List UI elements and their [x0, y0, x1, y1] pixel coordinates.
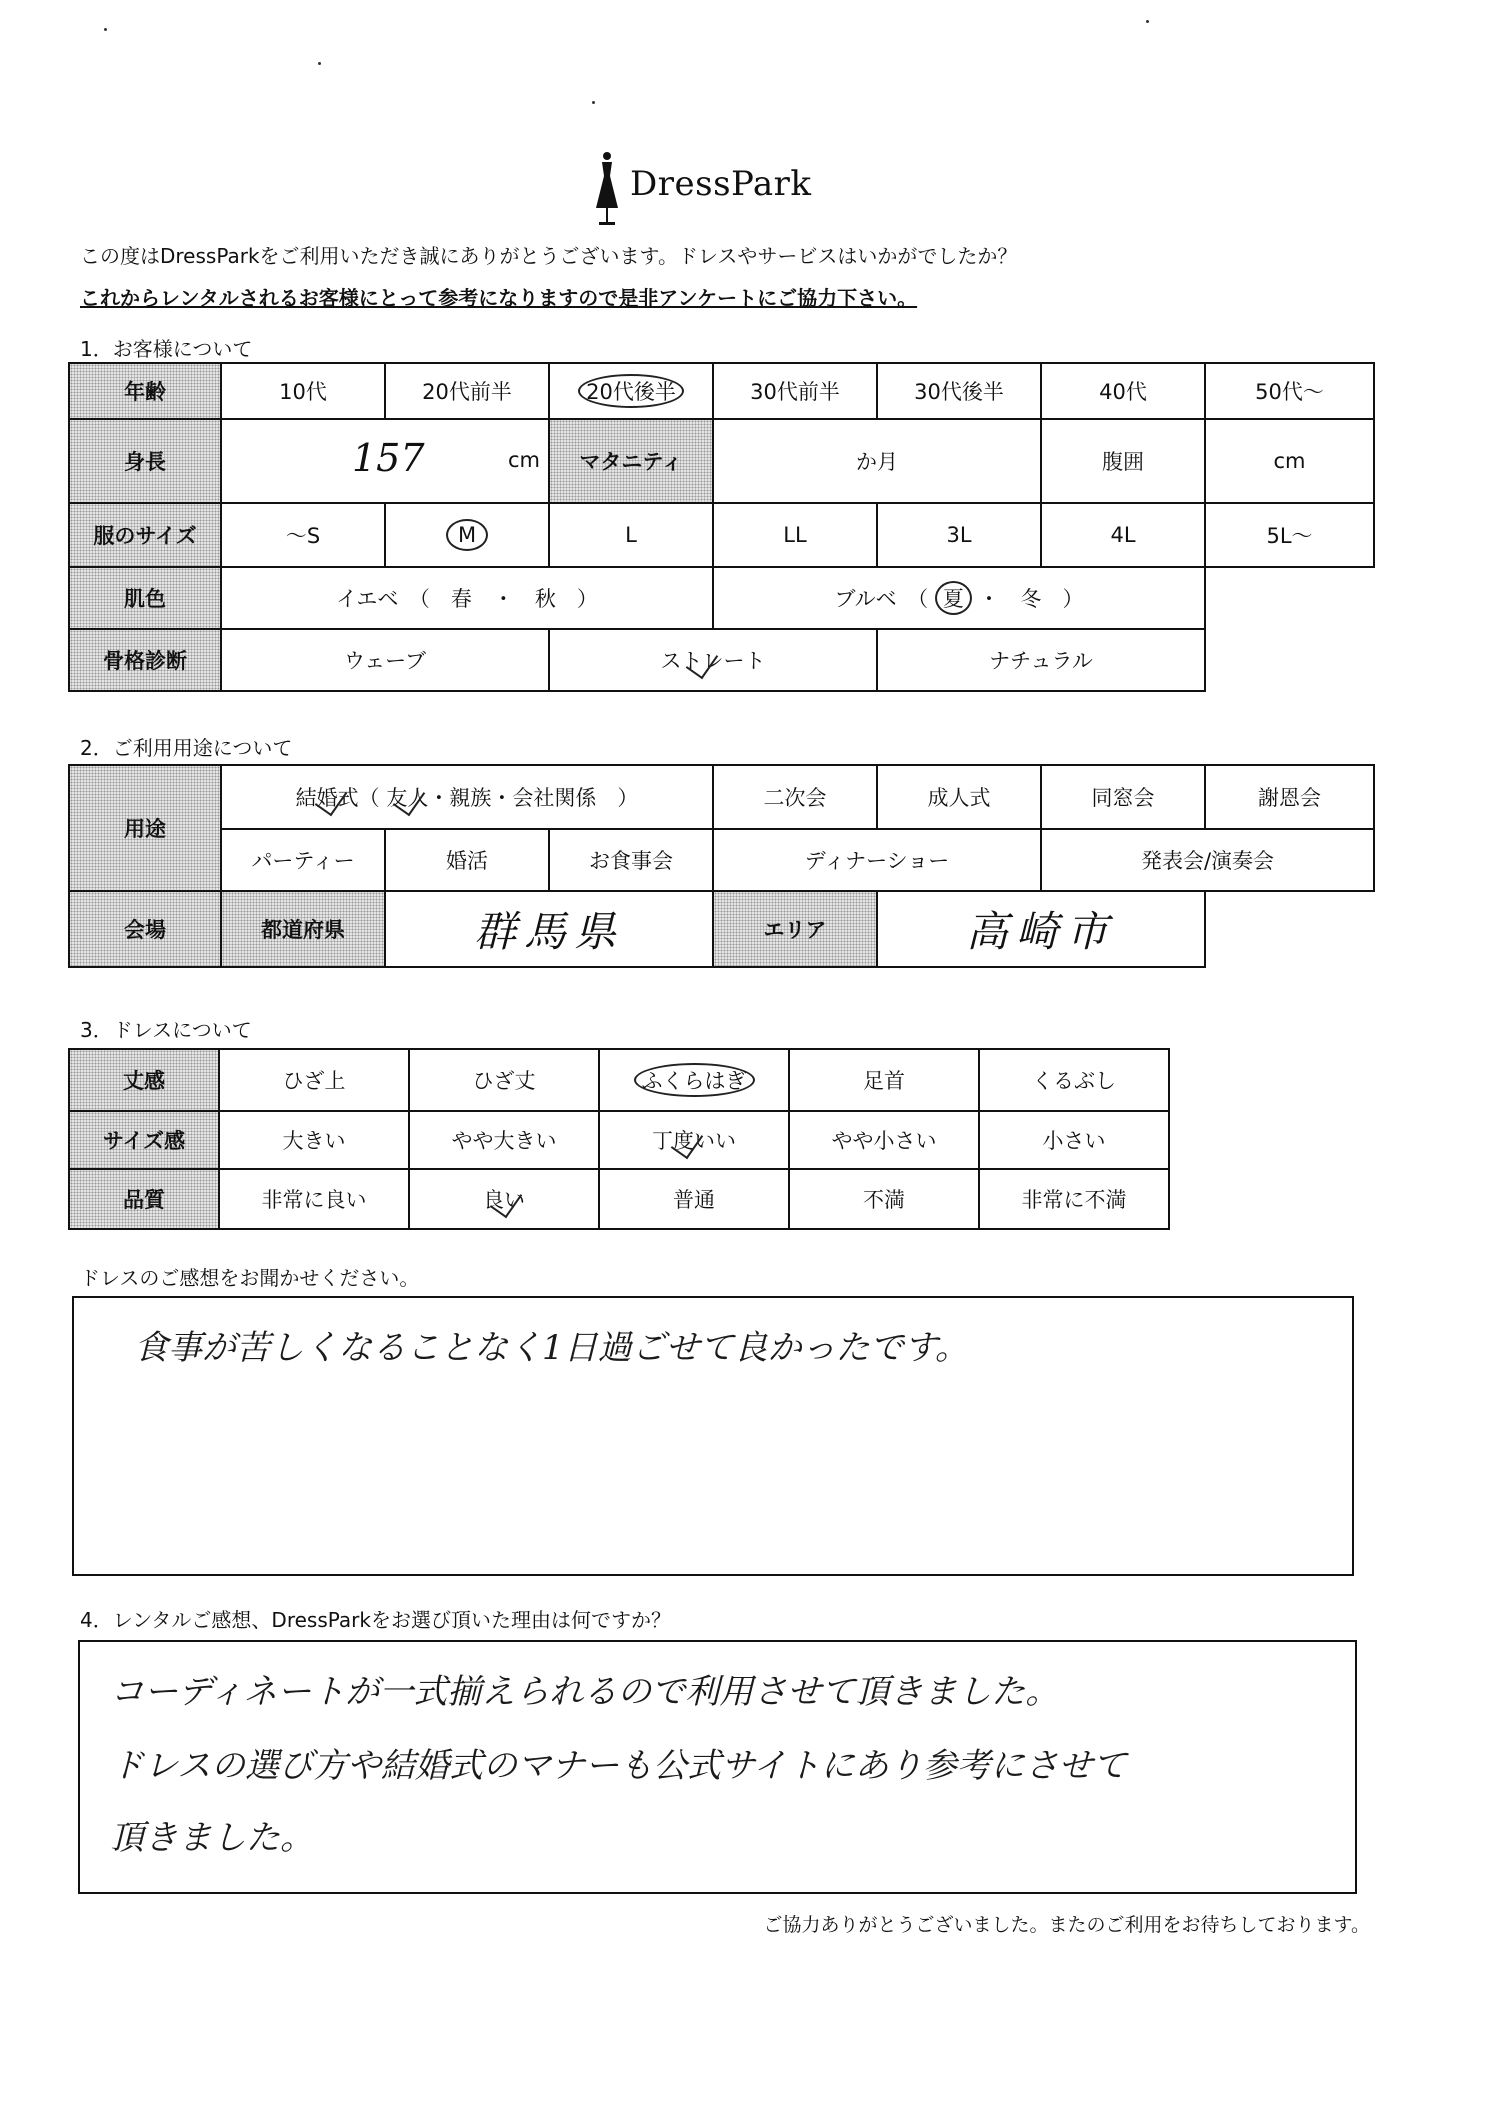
waist-label: 腹囲 — [1041, 419, 1205, 503]
intro-request: これからレンタルされるお客様にとって参考になりますので是非アンケートにご協力下さい。 — [80, 286, 918, 310]
purpose-option[interactable]: ディナーショー — [713, 829, 1041, 891]
height-label: 身長 — [69, 419, 221, 503]
check-mark: 友人 — [386, 782, 428, 812]
empty-cell — [1205, 891, 1374, 967]
venue-label: 会場 — [69, 891, 221, 967]
skin-blue-option[interactable]: ブルベ （ 夏 ・ 冬 ） — [713, 567, 1205, 629]
selection-circle: ふくらはぎ — [634, 1063, 755, 1097]
section4-title: 4．レンタルご感想、DressParkをお選び頂いた理由は何ですか？ — [80, 1608, 671, 1632]
quality-option[interactable]: 非常に良い — [219, 1169, 409, 1229]
dress-mannequin-icon — [590, 150, 624, 230]
reason-textarea[interactable] — [78, 1640, 1357, 1894]
purpose-label: 用途 — [69, 765, 221, 891]
height-field[interactable] — [221, 419, 549, 503]
age-option-selected[interactable] — [549, 363, 713, 419]
empty-cell — [1205, 629, 1374, 691]
age-option[interactable]: 30代前半 — [713, 363, 877, 419]
length-option[interactable]: ひざ丈 — [409, 1049, 599, 1111]
age-option[interactable]: 20代前半 — [385, 363, 549, 419]
quality-option-selected[interactable] — [409, 1169, 599, 1229]
maternity-label: マタニティ — [549, 419, 713, 503]
purpose-option[interactable]: 二次会 — [713, 765, 877, 829]
fit-option[interactable]: やや小さい — [789, 1111, 979, 1169]
skin-label: 肌色 — [69, 567, 221, 629]
fit-option-selected[interactable] — [599, 1111, 789, 1169]
purpose-option[interactable]: 成人式 — [877, 765, 1041, 829]
customer-table — [68, 362, 1375, 692]
scan-speck — [104, 28, 107, 31]
area-value: 高崎市 — [966, 907, 1117, 956]
dresspark-logo — [590, 150, 850, 230]
selection-circle: 夏 — [935, 581, 972, 615]
size-option[interactable]: L — [549, 503, 713, 567]
quality-option[interactable]: 非常に不満 — [979, 1169, 1169, 1229]
size-option[interactable]: 3L — [877, 503, 1041, 567]
fit-option[interactable]: 大きい — [219, 1111, 409, 1169]
size-option[interactable]: ～S — [221, 503, 385, 567]
maternity-months-field[interactable]: か月 — [713, 419, 1041, 503]
area-field[interactable] — [877, 891, 1205, 967]
height-unit: cm — [507, 448, 540, 472]
check-mark: 結婚式（ — [296, 782, 380, 812]
section1-title: 1．お客様について — [80, 337, 253, 361]
size-label: 服のサイズ — [69, 503, 221, 567]
scan-speck — [592, 101, 595, 104]
size-option-selected[interactable] — [385, 503, 549, 567]
prefecture-field[interactable] — [385, 891, 713, 967]
quality-option[interactable]: 不満 — [789, 1169, 979, 1229]
waist-field[interactable]: cm — [1205, 419, 1374, 503]
length-option-selected[interactable] — [599, 1049, 789, 1111]
section3-title: 3．ドレスについて — [80, 1018, 252, 1042]
age-option[interactable]: 50代～ — [1205, 363, 1374, 419]
length-option[interactable]: ひざ上 — [219, 1049, 409, 1111]
length-option[interactable]: 足首 — [789, 1049, 979, 1111]
fit-option[interactable]: やや大きい — [409, 1111, 599, 1169]
purpose-option[interactable]: 婚活 — [385, 829, 549, 891]
check-mark: ストレート — [661, 645, 766, 675]
scan-speck — [1146, 20, 1149, 23]
logo-wordmark: DressPark — [630, 164, 812, 204]
age-option[interactable]: 30代後半 — [877, 363, 1041, 419]
frame-row — [69, 629, 1374, 691]
intro-text: この度はDressParkをご利用いただき誠にありがとうございます。ドレスやサービスはいかがでしたか？ — [80, 244, 1018, 268]
impressions-title: ドレスのご感想をお聞かせください。 — [80, 1266, 420, 1290]
purpose-option[interactable]: パーティー — [221, 829, 385, 891]
empty-cell — [1205, 567, 1374, 629]
reason-line: コーディネートが一式揃えられるので利用させて頂きました。 — [110, 1672, 1060, 1712]
purpose-option[interactable]: 同窓会 — [1041, 765, 1205, 829]
age-row — [69, 363, 1374, 419]
size-option[interactable]: LL — [713, 503, 877, 567]
height-row — [69, 419, 1374, 503]
size-option[interactable]: 4L — [1041, 503, 1205, 567]
purpose-option[interactable]: 謝恩会 — [1205, 765, 1374, 829]
purpose-option[interactable]: お食事会 — [549, 829, 713, 891]
selection-circle: M — [446, 519, 488, 551]
impressions-answer: 食事が苦しくなることなく1日過ごせて良かったです。 — [134, 1328, 969, 1368]
impressions-textarea[interactable] — [72, 1296, 1354, 1576]
quality-option[interactable]: 普通 — [599, 1169, 789, 1229]
reason-line: ドレスの選び方や結婚式のマナーも公式サイトにあり参考にさせて — [110, 1746, 1127, 1786]
selection-circle: 20代後半 — [578, 374, 684, 408]
section2-title: 2．ご利用用途について — [80, 736, 293, 760]
purpose-option[interactable]: 発表会/演奏会 — [1041, 829, 1374, 891]
size-row — [69, 503, 1374, 567]
purpose-wedding-option[interactable]: 結婚式（ 友人・親族・会社関係 ） — [221, 765, 713, 829]
prefecture-value: 群馬県 — [474, 907, 625, 956]
check-mark: 丁度いい — [652, 1125, 736, 1155]
reason-line: 頂きました。 — [110, 1818, 314, 1858]
dress-table — [68, 1048, 1170, 1230]
closing-message: ご協力ありがとうございました。またのご利用をお待ちしております。 — [763, 1914, 1370, 1936]
length-label: 丈感 — [69, 1049, 219, 1111]
scan-speck — [318, 62, 321, 65]
size-option[interactable]: 5L～ — [1205, 503, 1374, 567]
fit-label: サイズ感 — [69, 1111, 219, 1169]
prefecture-label: 都道府県 — [221, 891, 385, 967]
frame-label: 骨格診断 — [69, 629, 221, 691]
skin-yellow-option[interactable]: イエベ （ 春 ・ 秋 ） — [221, 567, 713, 629]
age-option[interactable]: 10代 — [221, 363, 385, 419]
purpose-table — [68, 764, 1375, 968]
quality-label: 品質 — [69, 1169, 219, 1229]
skin-row — [69, 567, 1374, 629]
frame-option-selected[interactable] — [549, 629, 877, 691]
age-option[interactable]: 40代 — [1041, 363, 1205, 419]
frame-option[interactable]: ナチュラル — [877, 629, 1205, 691]
frame-option[interactable]: ウェーブ — [221, 629, 549, 691]
age-label: 年齢 — [69, 363, 221, 419]
length-option[interactable]: くるぶし — [979, 1049, 1169, 1111]
area-label: エリア — [713, 891, 877, 967]
check-mark: 良い — [483, 1184, 525, 1214]
fit-option[interactable]: 小さい — [979, 1111, 1169, 1169]
height-value: 157 — [352, 436, 425, 480]
